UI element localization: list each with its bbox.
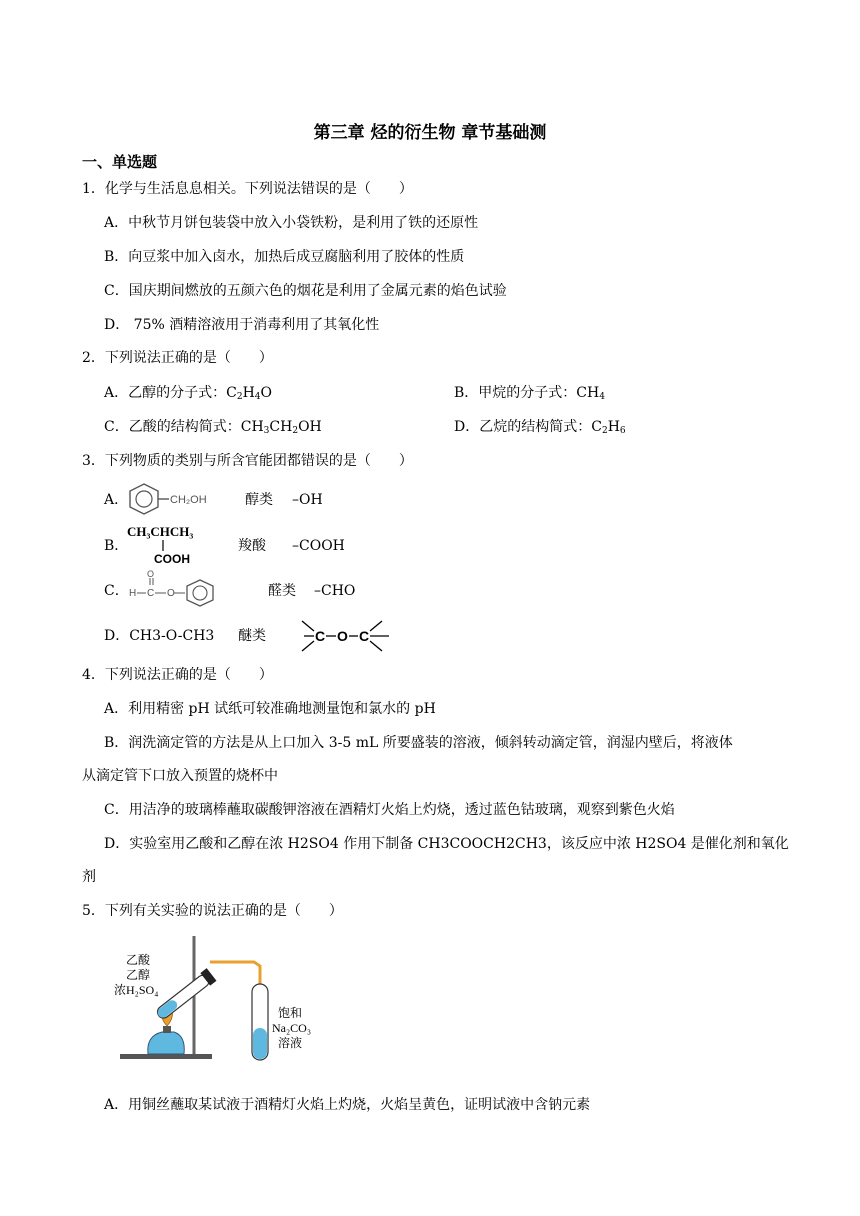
q5-apparatus-figure (112, 932, 342, 1072)
q3-stem: 3．下列物质的类别与所含官能团都错误的是（ ） (82, 453, 413, 469)
q3-d-struct-c1: C (315, 628, 326, 644)
q2-option-c (104, 418, 322, 436)
q3-b-structure (127, 522, 217, 566)
q3-a-group: –OH (292, 492, 323, 508)
q2-a-label: A．乙醇的分子式： (104, 385, 227, 401)
q3-c-struct-c: C (147, 588, 155, 599)
q3-b-struct-top: CH₃CHCH₃ (127, 524, 194, 539)
page-title: 第三章 烃的衍生物 章节基础测 (313, 123, 547, 143)
q5-fig-label-acetic-acid: 乙酸 (126, 953, 151, 967)
q2-stem: 2．下列说法正确的是（ ） (82, 350, 273, 366)
q3-option-a-letter: A． (104, 492, 129, 508)
q3-c-struct-h: H (129, 588, 137, 599)
q2-option-b (454, 384, 605, 402)
q5-fig-label-na2co3: Na₂CO₃ (272, 1021, 312, 1035)
q1-option-b: B．向豆浆中加入卤水，加热后成豆腐脑利用了胶体的性质 (104, 249, 465, 265)
q5-fig-label-saturated: 饱和 (278, 1006, 303, 1020)
q4-option-a: A．利用精密 pH 试纸可较准确地测量饱和氯水的 pH (104, 701, 436, 717)
q3-d-struct-c2: C (359, 628, 370, 644)
q3-d-class: 醚类 (238, 628, 266, 644)
section-heading: 一、单选题 (82, 153, 158, 171)
q3-a-class: 醇类 (245, 492, 273, 508)
q1-option-d: D． 75% 酒精溶液用于消毒利用了其氧化性 (104, 317, 380, 333)
q3-c-class: 醛类 (268, 583, 296, 599)
q2-c-label: C．乙酸的结构简式： (104, 419, 241, 435)
q1-stem: 1．化学与生活息息相关。下列说法错误的是（ ） (82, 181, 413, 197)
q3-option-b-letter: B． (104, 538, 129, 554)
q3-c-struct-o: O (167, 588, 175, 599)
q2-option-d (454, 418, 626, 436)
q2-d-formula: $C_2H_6$ (591, 419, 626, 436)
q3-b-class: 羧酸 (238, 538, 266, 554)
benzene-ring (130, 484, 158, 514)
alcohol-lamp (148, 1032, 185, 1054)
q5-fig-label-h2so4: 浓H₂SO₄ (114, 983, 159, 997)
q3-b-struct-bottom: COOH (154, 552, 190, 566)
q4-stem: 4．下列说法正确的是（ ） (82, 667, 273, 683)
q3-d-structure (300, 617, 392, 655)
q4-option-b-line2: 从滴定管下口放入预置的烧杯中 (82, 768, 278, 784)
benzene-ring (187, 580, 213, 606)
q5-fig-label-ethanol: 乙醇 (126, 968, 151, 982)
q4-option-c: C．用洁净的玻璃棒蘸取碳酸钾溶液在酒精灯火焰上灼烧，透过蓝色钴玻璃，观察到紫色火焰 (104, 802, 675, 818)
q5-option-a: A．用铜丝蘸取某试液于酒精灯火焰上灼烧，火焰呈黄色，证明试液中含钠元素 (104, 1097, 591, 1113)
q2-c-formula: $CH_3CH_2OH$ (240, 419, 322, 436)
q3-c-group: –CHO (314, 583, 356, 599)
q1-option-c: C．国庆期间燃放的五颜六色的烟花是利用了金属元素的焰色试验 (104, 283, 507, 299)
q5-fig-label-solution: 溶液 (278, 1036, 303, 1050)
stand-base (120, 1054, 212, 1059)
q3-c-structure (127, 568, 227, 608)
q4-option-b-line1: B．润洗滴定管的方法是从上口加入 3-5 mL 所要盛装的溶液，倾斜转动滴定管，润湿内壁后，将液体 (104, 735, 733, 751)
q3-c-struct-o-top: O (147, 569, 155, 579)
q3-d-struct-o: O (337, 628, 348, 644)
q2-d-label: D．乙烷的结构简式： (454, 419, 592, 435)
q3-a-struct-label: CH₂OH (170, 494, 207, 506)
q3-a-structure (127, 482, 207, 516)
q3-b-group: –COOH (292, 538, 345, 554)
q3-option-c-letter: C． (104, 583, 129, 599)
q4-option-d-line1: D．实验室用乙酸和乙醇在浓 H2SO4 作用下制备 CH3COOCH2CH3，该反应中浓 H2SO4 是催化剂和氧化 (104, 836, 789, 852)
q2-b-label: B．甲烷的分子式： (454, 385, 577, 401)
q2-option-a (104, 384, 272, 402)
q2-a-formula: $C_2H_4O$ (226, 385, 273, 402)
q4-option-d-line2: 剂 (82, 869, 96, 885)
q2-b-formula: $CH_4$ (576, 385, 605, 402)
q3-option-d: D．CH3-O-CH3 (104, 628, 215, 644)
q5-stem: 5．下列有关实验的说法正确的是（ ） (82, 903, 343, 919)
q1-option-a: A．中秋节月饼包装袋中放入小袋铁粉，是利用了铁的还原性 (104, 215, 479, 231)
